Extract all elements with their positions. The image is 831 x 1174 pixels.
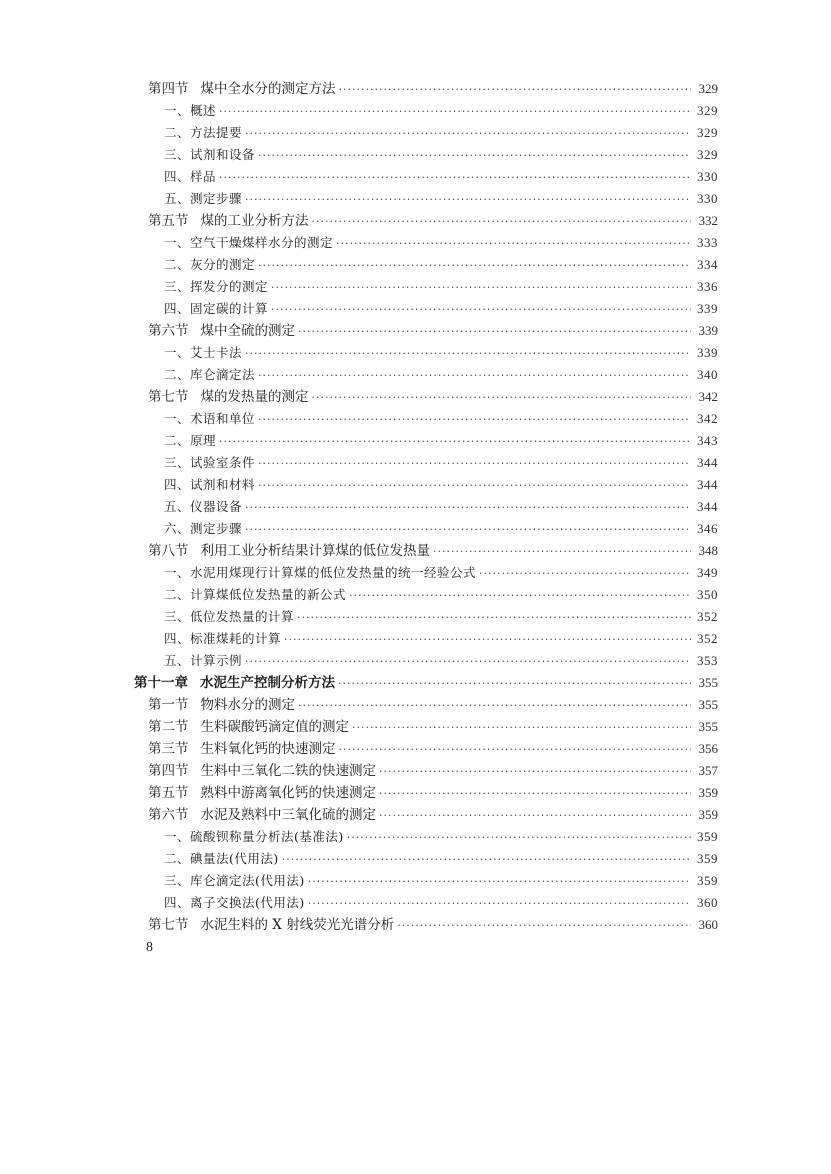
toc-item-row bbox=[134, 298, 718, 320]
toc-page-number: 332 bbox=[698, 213, 718, 228]
toc-entry-title: 一、艾士卡法 bbox=[164, 345, 243, 360]
toc-item-row bbox=[134, 364, 718, 386]
toc-page-number: 355 bbox=[698, 697, 718, 712]
toc-leader-dots bbox=[397, 915, 691, 937]
toc-section-row bbox=[134, 804, 718, 826]
toc-item-row bbox=[134, 232, 718, 254]
toc-entry-number: 第六节 bbox=[148, 807, 189, 823]
toc-leader-dots bbox=[271, 299, 691, 321]
toc-leader-dots bbox=[312, 387, 692, 409]
toc-page-number: 339 bbox=[697, 345, 718, 360]
toc-entry-title: 三、挥发分的测定 bbox=[164, 279, 269, 294]
toc-entry-number: 第八节 bbox=[148, 543, 189, 559]
toc-leader-dots bbox=[352, 717, 691, 739]
toc-item-row bbox=[134, 144, 718, 166]
toc-page-number: 352 bbox=[697, 609, 718, 624]
toc-leader-dots bbox=[308, 871, 691, 893]
toc-item-row bbox=[134, 870, 718, 892]
toc-page-number: 330 bbox=[697, 191, 718, 206]
toc-leader-dots bbox=[245, 651, 691, 673]
toc-leader-dots bbox=[433, 541, 691, 563]
toc-entry-title: 煤的工业分析方法 bbox=[200, 213, 309, 229]
toc-leader-dots bbox=[298, 695, 691, 717]
toc-leader-dots bbox=[258, 365, 691, 387]
toc-page-number: 359 bbox=[697, 851, 718, 866]
toc-entry-title: 二、碘量法(代用法) bbox=[164, 851, 279, 866]
toc-entry-title: 四、试剂和材料 bbox=[164, 477, 256, 492]
toc-entry-title: 生料中三氧化二铁的快速测定 bbox=[200, 763, 376, 779]
toc-section-row bbox=[134, 694, 718, 716]
toc-item-row bbox=[134, 408, 718, 430]
toc-page-number: 333 bbox=[697, 235, 718, 250]
toc-leader-dots bbox=[271, 277, 691, 299]
toc-page-number: 344 bbox=[697, 499, 718, 514]
toc-page-number: 360 bbox=[698, 917, 718, 932]
toc-leader-dots bbox=[219, 167, 691, 189]
toc-item-row bbox=[134, 122, 718, 144]
page-number: 8 bbox=[146, 940, 153, 955]
toc-page-number: 349 bbox=[697, 565, 718, 580]
toc-page-number: 329 bbox=[697, 147, 718, 162]
toc-page-number: 346 bbox=[697, 521, 718, 536]
toc-section-row bbox=[134, 716, 718, 738]
toc-entry-title: 一、硫酸钡称量分析法(基准法) bbox=[164, 829, 344, 844]
toc-leader-dots bbox=[245, 497, 691, 519]
toc-page-number: 329 bbox=[697, 125, 718, 140]
toc-page-number: 344 bbox=[697, 455, 718, 470]
toc-item-row bbox=[134, 100, 718, 122]
toc-leader-dots bbox=[339, 739, 692, 761]
toc-item-row bbox=[134, 628, 718, 650]
toc-section-row bbox=[134, 914, 718, 936]
toc-item-row bbox=[134, 342, 718, 364]
toc-item-row bbox=[134, 848, 718, 870]
toc-entry-number: 第七节 bbox=[148, 917, 189, 933]
toc-leader-dots bbox=[219, 431, 691, 453]
toc-entry-title: 五、计算示例 bbox=[164, 653, 243, 668]
toc-page-number: 348 bbox=[698, 543, 718, 558]
toc-entry-title: 三、低位发热量的计算 bbox=[164, 609, 295, 624]
toc-section-row bbox=[134, 738, 718, 760]
toc-page-number: 356 bbox=[698, 741, 718, 756]
toc-entry-title: 生料碳酸钙滴定值的测定 bbox=[200, 719, 349, 735]
toc-page-number: 360 bbox=[697, 895, 718, 910]
toc-entry-number: 第七节 bbox=[148, 389, 189, 405]
toc-page-number: 339 bbox=[697, 301, 718, 316]
toc-item-row bbox=[134, 518, 718, 540]
toc-entry-title: 水泥生产控制分析方法 bbox=[200, 675, 335, 691]
toc-page-number: 329 bbox=[698, 81, 718, 96]
toc-leader-dots bbox=[297, 607, 691, 629]
toc-leader-dots bbox=[298, 321, 691, 343]
toc-entry-title: 水泥及熟料中三氧化硫的测定 bbox=[200, 807, 376, 823]
toc-entry-number: 第二节 bbox=[148, 719, 189, 735]
toc-entry-title: 四、样品 bbox=[164, 169, 217, 184]
toc-entry-title: 一、术语和单位 bbox=[164, 411, 256, 426]
toc-entry-number: 第五节 bbox=[148, 213, 189, 229]
toc-leader-dots bbox=[284, 629, 691, 651]
toc-page-number: 355 bbox=[698, 675, 718, 690]
toc-entry-title: 二、库仑滴定法 bbox=[164, 367, 256, 382]
toc-page-number: 352 bbox=[697, 631, 718, 646]
toc-entry-title: 三、试剂和设备 bbox=[164, 147, 256, 162]
toc-entry-title: 一、水泥用煤现行计算煤的低位发热量的统一经验公式 bbox=[164, 565, 477, 580]
toc-entry-title: 水泥生料的 X 射线荧光光谱分析 bbox=[200, 917, 395, 933]
toc-entry-title: 利用工业分析结果计算煤的低位发热量 bbox=[200, 543, 430, 559]
toc-leader-dots bbox=[349, 585, 691, 607]
toc-entry-title: 四、离子交换法(代用法) bbox=[164, 895, 305, 910]
toc-item-row bbox=[134, 166, 718, 188]
toc-entry-title: 一、空气干燥煤样水分的测定 bbox=[164, 235, 334, 250]
toc-leader-dots bbox=[258, 409, 691, 431]
toc-leader-dots bbox=[312, 211, 692, 233]
toc-leader-dots bbox=[336, 233, 691, 255]
toc-page-number: 330 bbox=[697, 169, 718, 184]
toc-item-row bbox=[134, 892, 718, 914]
toc-page-number: 355 bbox=[698, 719, 718, 734]
toc-leader-dots bbox=[379, 805, 691, 827]
toc-page-number: 342 bbox=[698, 389, 718, 404]
toc-page-number: 357 bbox=[698, 763, 718, 778]
toc-entry-title: 熟料中游离氧化钙的快速测定 bbox=[200, 785, 376, 801]
toc-leader-dots bbox=[219, 101, 691, 123]
toc-entry-title: 五、测定步骤 bbox=[164, 191, 243, 206]
toc-entry-title: 二、灰分的测定 bbox=[164, 257, 256, 272]
toc-entry-title: 二、方法提要 bbox=[164, 125, 243, 140]
toc-section-row bbox=[134, 540, 718, 562]
toc-leader-dots bbox=[308, 893, 691, 915]
toc-entry-number: 第六节 bbox=[148, 323, 189, 339]
toc-page-number: 359 bbox=[698, 807, 718, 822]
toc-page-number: 359 bbox=[697, 829, 718, 844]
toc-entry-number: 第四节 bbox=[148, 763, 189, 779]
toc-page-number: 334 bbox=[697, 257, 718, 272]
toc-entry-title: 二、计算煤低位发热量的新公式 bbox=[164, 587, 347, 602]
toc-page-number: 340 bbox=[697, 367, 718, 382]
toc-item-row bbox=[134, 606, 718, 628]
toc-section-row bbox=[134, 210, 718, 232]
toc-entry-title: 四、标准煤耗的计算 bbox=[164, 631, 282, 646]
toc-entry-title: 生料氧化钙的快速测定 bbox=[200, 741, 336, 757]
toc-entry-number: 第十一章 bbox=[134, 675, 188, 691]
toc-leader-dots bbox=[479, 563, 691, 585]
toc-leader-dots bbox=[339, 79, 692, 101]
toc-item-row bbox=[134, 496, 718, 518]
toc-page-number: 359 bbox=[697, 873, 718, 888]
toc-section-row bbox=[134, 78, 718, 100]
toc-entry-number: 第五节 bbox=[148, 785, 189, 801]
toc-page-number: 329 bbox=[697, 103, 718, 118]
toc-entry-title: 煤中全水分的测定方法 bbox=[200, 81, 336, 97]
toc-entry-title: 物料水分的测定 bbox=[200, 697, 295, 713]
toc-leader-dots bbox=[258, 145, 691, 167]
toc-page-number: 339 bbox=[698, 323, 718, 338]
toc-item-row bbox=[134, 562, 718, 584]
toc-entry-title: 一、概述 bbox=[164, 103, 217, 118]
toc-page-number: 350 bbox=[697, 587, 718, 602]
toc-entry-title: 三、库仑滴定法(代用法) bbox=[164, 873, 305, 888]
toc-leader-dots bbox=[379, 761, 691, 783]
toc-entry-title: 三、试验室条件 bbox=[164, 455, 256, 470]
toc-leader-dots bbox=[347, 827, 691, 849]
toc-leader-dots bbox=[245, 343, 691, 365]
toc-leader-dots bbox=[258, 453, 691, 475]
toc-item-row bbox=[134, 584, 718, 606]
toc-entry-title: 四、固定碳的计算 bbox=[164, 301, 269, 316]
toc-entry-title: 二、原理 bbox=[164, 433, 217, 448]
toc-item-row bbox=[134, 254, 718, 276]
toc-item-row bbox=[134, 430, 718, 452]
toc-item-row bbox=[134, 276, 718, 298]
toc-item-row bbox=[134, 650, 718, 672]
toc-section-row bbox=[134, 320, 718, 342]
toc-entry-title: 五、仪器设备 bbox=[164, 499, 243, 514]
toc-entry-title: 煤中全硫的测定 bbox=[200, 323, 295, 339]
toc-item-row bbox=[134, 452, 718, 474]
toc-section-row bbox=[134, 760, 718, 782]
toc-entry-title: 煤的发热量的测定 bbox=[200, 389, 309, 405]
toc-item-row bbox=[134, 826, 718, 848]
toc-item-row bbox=[134, 188, 718, 210]
toc-leader-dots bbox=[282, 849, 691, 871]
toc-page-number: 359 bbox=[698, 785, 718, 800]
toc-leader-dots bbox=[245, 123, 691, 145]
toc-leader-dots bbox=[338, 673, 691, 695]
toc-leader-dots bbox=[258, 475, 691, 497]
toc-leader-dots bbox=[245, 189, 691, 211]
toc-page-number: 353 bbox=[697, 653, 718, 668]
toc-section-row bbox=[134, 386, 718, 408]
toc-item-row bbox=[134, 474, 718, 496]
toc-entry-number: 第三节 bbox=[148, 741, 189, 757]
toc-entry-number: 第一节 bbox=[148, 697, 189, 713]
toc-entry-title: 六、测定步骤 bbox=[164, 521, 243, 536]
toc-page-number: 336 bbox=[697, 279, 718, 294]
toc-page-number: 343 bbox=[697, 433, 718, 448]
toc-section-row bbox=[134, 782, 718, 804]
toc-leader-dots bbox=[379, 783, 691, 805]
toc-chapter-row bbox=[134, 672, 718, 694]
toc-page-number: 344 bbox=[697, 477, 718, 492]
toc-page-number: 342 bbox=[697, 411, 718, 426]
toc-entry-number: 第四节 bbox=[148, 81, 189, 97]
table-of-contents bbox=[134, 78, 718, 936]
toc-leader-dots bbox=[258, 255, 691, 277]
toc-leader-dots bbox=[245, 519, 691, 541]
